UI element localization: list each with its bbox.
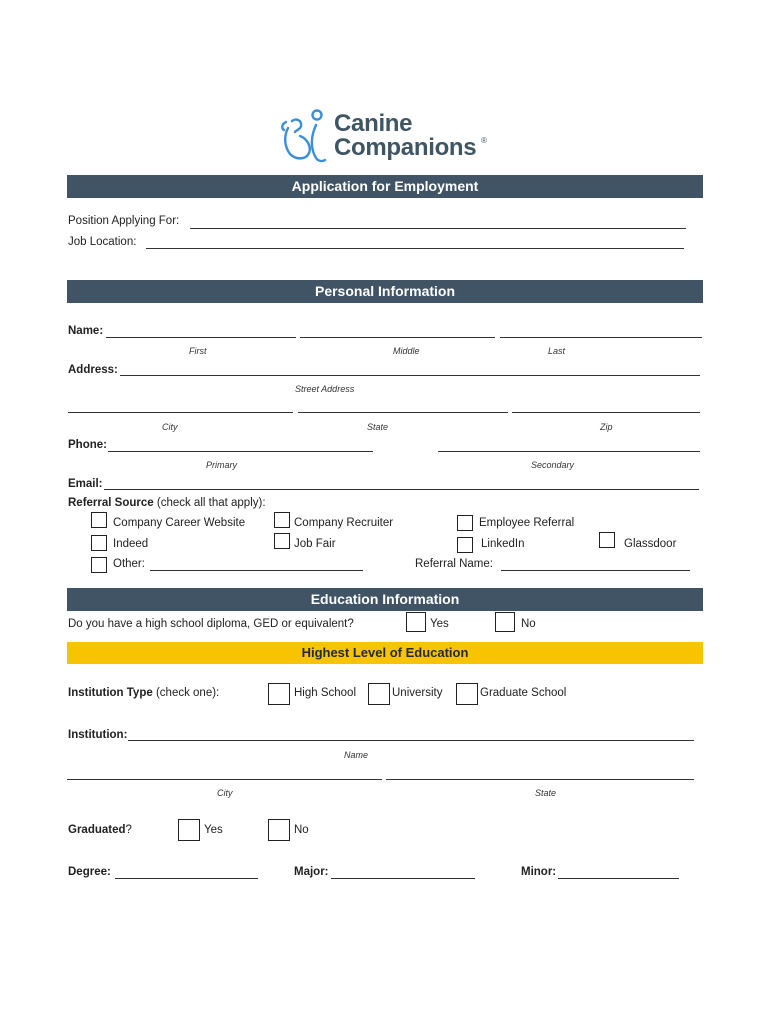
diploma-no-checkbox[interactable]	[495, 612, 515, 632]
highest-education-bar: Highest Level of Education	[67, 642, 703, 664]
graduate-school-label: Graduate School	[480, 687, 567, 699]
high-school-label: High School	[294, 687, 357, 699]
career-website-checkbox[interactable]	[91, 512, 107, 528]
graduated-yes-label: Yes	[204, 824, 223, 836]
job-fair-label: Job Fair	[294, 538, 336, 550]
other-label: Other:	[113, 558, 145, 570]
institution-name-caption: Name	[344, 750, 369, 760]
glassdoor-label: Glassdoor	[624, 538, 677, 550]
graduated-yes-checkbox[interactable]	[178, 819, 200, 841]
employee-referral-label: Employee Referral	[479, 517, 575, 529]
email-field[interactable]	[104, 489, 699, 490]
institution-state-caption: State	[535, 788, 557, 798]
email-label: Email:	[68, 478, 103, 490]
state-caption: State	[367, 422, 389, 432]
phone-label: Phone:	[68, 439, 107, 451]
location-field[interactable]	[146, 248, 684, 249]
institution-type-heading	[68, 687, 219, 699]
major-field[interactable]	[331, 878, 475, 879]
recruiter-checkbox[interactable]	[274, 512, 290, 528]
secondary-caption: Secondary	[531, 460, 575, 470]
degree-label: Degree:	[68, 866, 111, 878]
logo	[278, 108, 493, 164]
institution-name-field[interactable]	[128, 740, 694, 741]
university-label: University	[392, 687, 443, 699]
logo-line-1: Canine	[334, 110, 413, 137]
minor-label: Minor:	[521, 866, 557, 878]
last-caption: Last	[548, 346, 566, 356]
university-checkbox[interactable]	[368, 683, 390, 705]
personal-info-bar: Personal Information	[67, 280, 703, 303]
street-caption: Street Address	[295, 384, 355, 394]
graduated-no-checkbox[interactable]	[268, 819, 290, 841]
high-school-checkbox[interactable]	[268, 683, 290, 705]
institution-type-hint: (check one):	[155, 687, 220, 699]
address-label: Address:	[68, 364, 118, 376]
indeed-label: Indeed	[113, 538, 149, 550]
career-website-label: Company Career Website	[113, 517, 246, 529]
position-label: Position Applying For:	[68, 215, 180, 227]
diploma-yes-label: Yes	[430, 618, 449, 630]
last-name-field[interactable]	[500, 337, 702, 338]
diploma-no-label: No	[521, 618, 536, 630]
indeed-checkbox[interactable]	[91, 535, 107, 551]
graduated-question	[68, 824, 132, 836]
primary-phone-field[interactable]	[108, 451, 373, 452]
institution-label: Institution:	[68, 729, 128, 741]
graduate-school-checkbox[interactable]	[456, 683, 478, 705]
position-field[interactable]	[190, 228, 686, 229]
referral-label: Referral Source	[68, 497, 154, 509]
education-info-bar: Education Information	[67, 588, 703, 611]
recruiter-label: Company Recruiter	[294, 517, 394, 529]
referral-name-label: Referral Name:	[415, 558, 493, 570]
registered-mark: ®	[481, 136, 487, 145]
institution-type-label: Institution Type	[68, 687, 153, 699]
graduated-question-mark: ?	[125, 824, 132, 836]
referral-hint: (check all that apply):	[156, 497, 266, 509]
diploma-question: Do you have a high school diploma, GED or equivalent?	[68, 618, 354, 630]
linkedin-checkbox[interactable]	[457, 537, 473, 553]
secondary-phone-field[interactable]	[438, 451, 700, 452]
primary-caption: Primary	[206, 460, 237, 470]
job-fair-checkbox[interactable]	[274, 533, 290, 549]
major-label: Major:	[294, 866, 329, 878]
employee-referral-checkbox[interactable]	[457, 515, 473, 531]
zip-field[interactable]	[512, 412, 700, 413]
institution-city-field[interactable]	[67, 779, 382, 780]
referral-source-heading	[68, 497, 266, 509]
zip-caption: Zip	[600, 422, 613, 432]
other-checkbox[interactable]	[91, 557, 107, 573]
first-name-field[interactable]	[106, 337, 296, 338]
other-field[interactable]	[150, 570, 363, 571]
glassdoor-checkbox[interactable]	[599, 532, 615, 548]
middle-name-field[interactable]	[300, 337, 495, 338]
location-label: Job Location:	[68, 236, 137, 248]
diploma-yes-checkbox[interactable]	[406, 612, 426, 632]
title-bar: Application for Employment	[67, 175, 703, 198]
middle-caption: Middle	[393, 346, 420, 356]
city-caption: City	[162, 422, 178, 432]
institution-state-field[interactable]	[386, 779, 694, 780]
logo-line-2: Companions	[334, 134, 477, 161]
minor-field[interactable]	[558, 878, 679, 879]
institution-city-caption: City	[217, 788, 233, 798]
graduated-no-label: No	[294, 824, 309, 836]
city-field[interactable]	[68, 412, 293, 413]
referral-name-field[interactable]	[501, 570, 690, 571]
degree-field[interactable]	[115, 878, 258, 879]
graduated-label: Graduated	[68, 824, 126, 836]
first-caption: First	[189, 346, 207, 356]
linkedin-label: LinkedIn	[481, 538, 525, 550]
state-field[interactable]	[298, 412, 508, 413]
name-label: Name:	[68, 325, 104, 337]
dog-person-logo-icon	[278, 108, 328, 164]
street-field[interactable]	[120, 375, 700, 376]
